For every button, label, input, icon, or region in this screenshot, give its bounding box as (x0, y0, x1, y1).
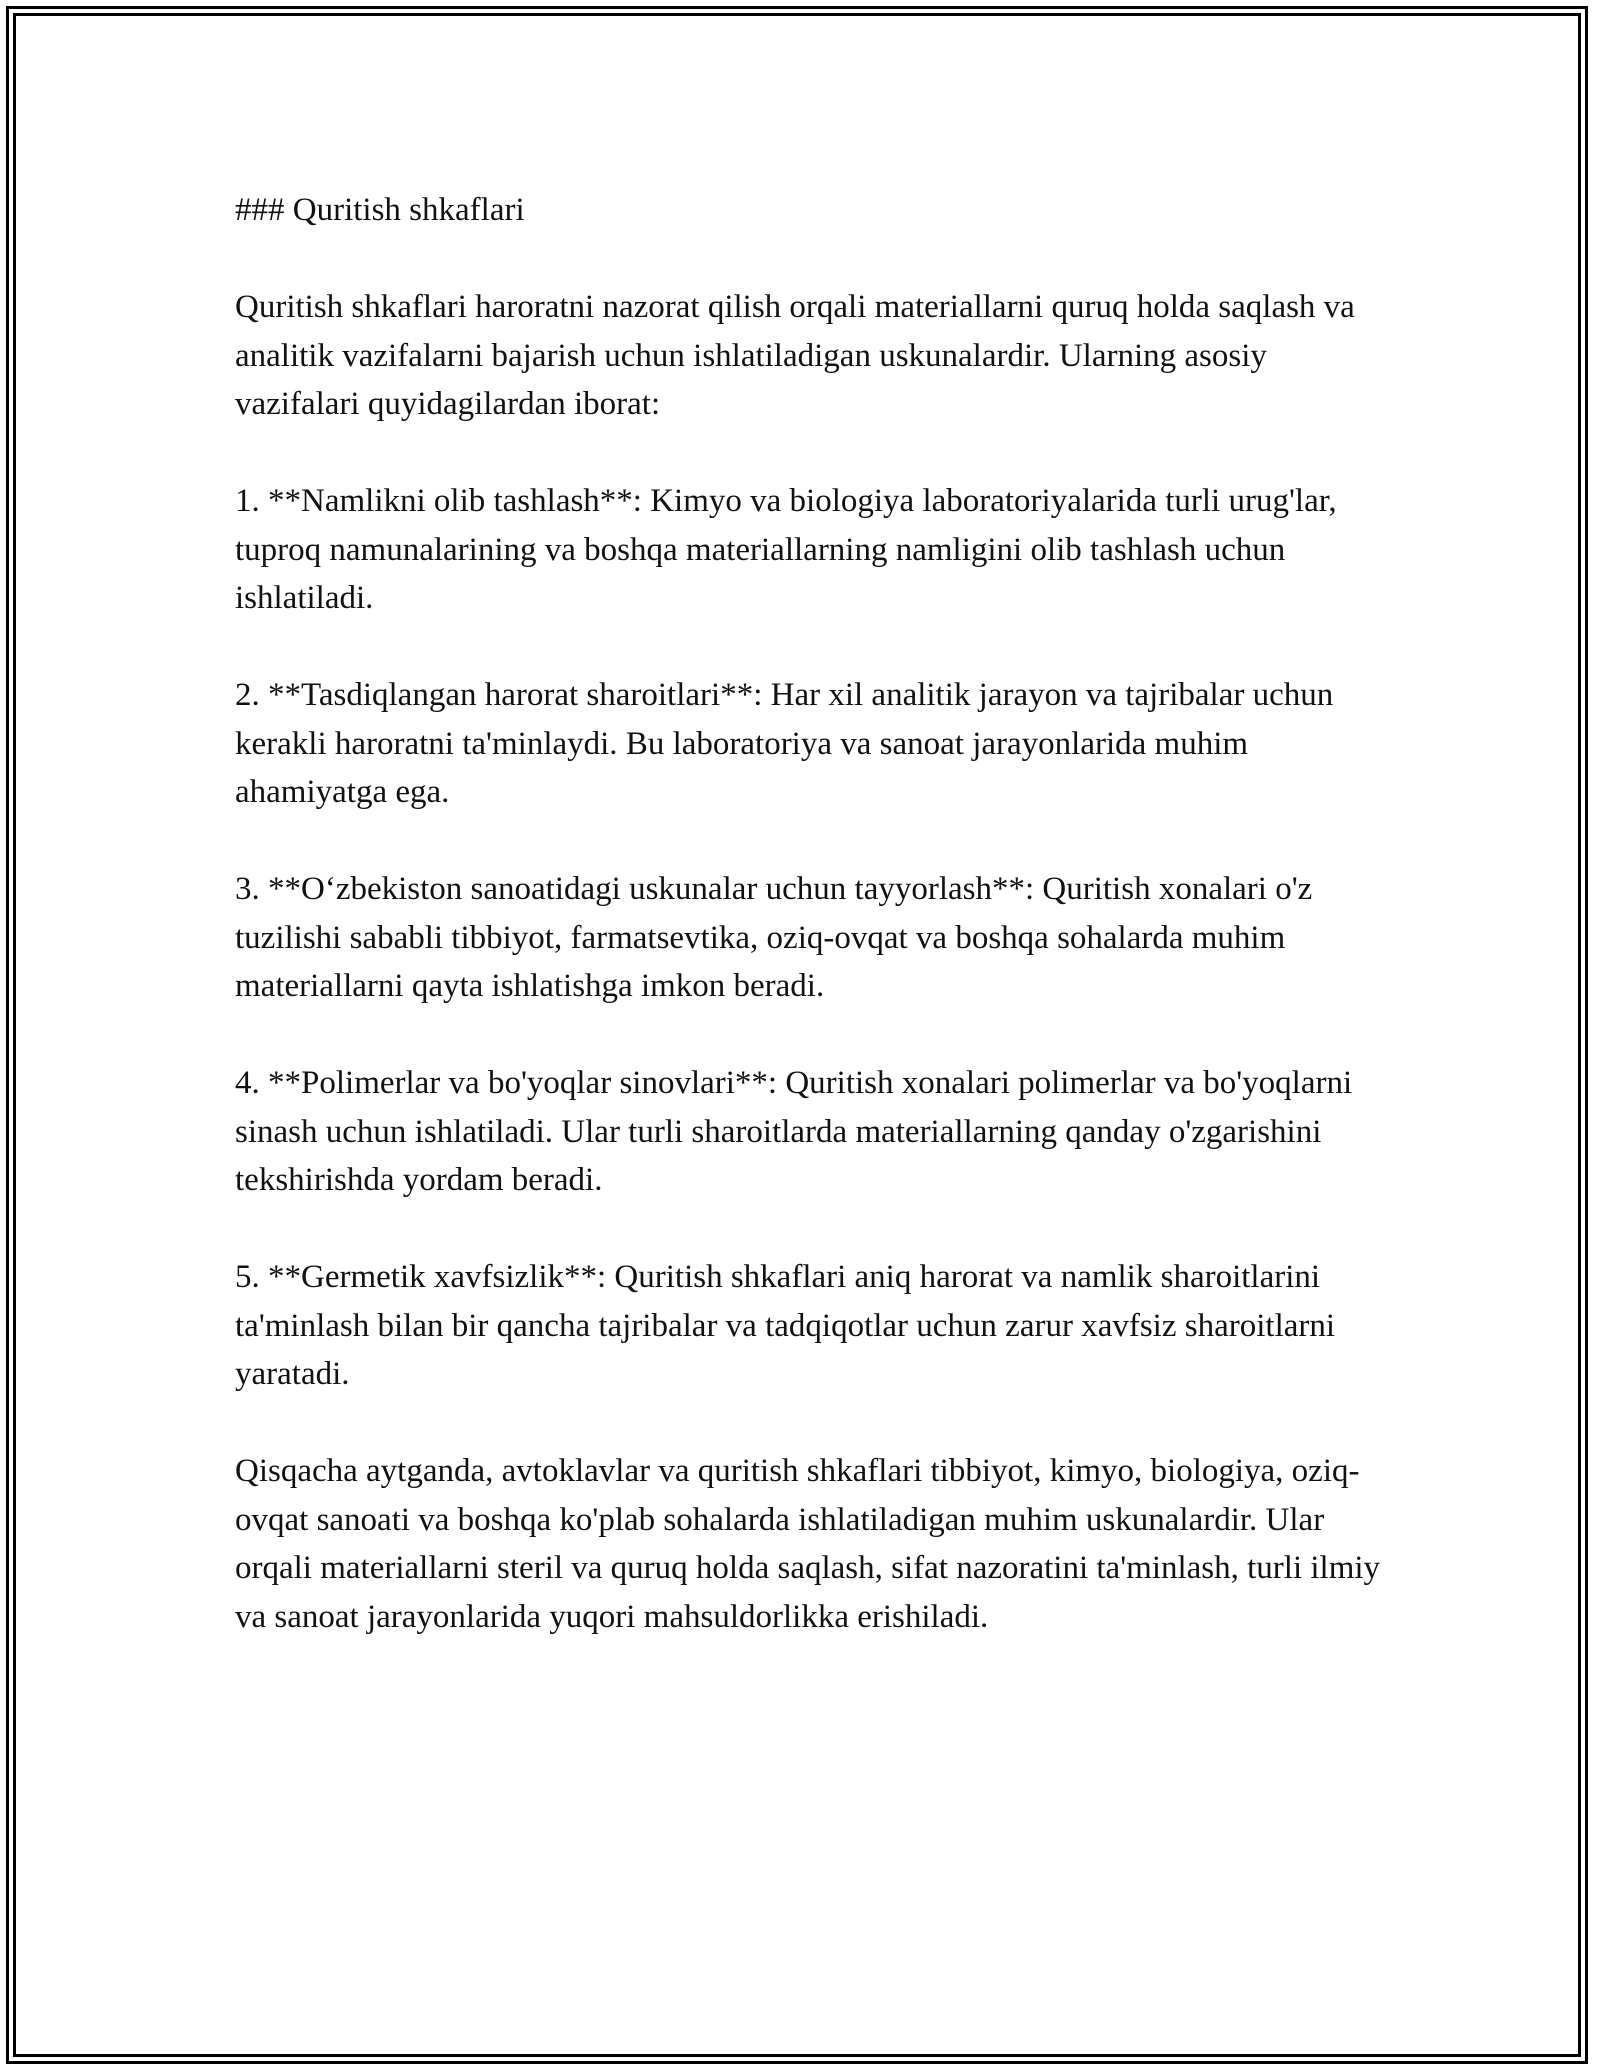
list-item: 3. **O‘zbekiston sanoatidagi uskunalar uchun tayyorlash**: Quritish xonalari o'z tuzilishi sababli tibbiyot, farmatsevtika, oziq-ovqat va boshqa sohalarda muhim materiallarni qayta ishlatishga imkon beradi. (235, 871, 1313, 1004)
list-item: 4. **Polimerlar va bo'yoqlar sinovlari**: Quritish xonalari polimerlar va bo'yoqlarni sinash uchun ishlatiladi. Ular turli sharoitlarda materiallarning qanday o'zgarishini tekshirishda yordam beradi. (235, 1065, 1353, 1198)
list-item: 5. **Germetik xavfsizlik**: Quritish shkaflari aniq harorat va namlik sharoitlarini ta'minlash bilan bir qancha tajribalar va tadqiqotlar uchun zarur xavfsiz sharoitlarni yaratadi. (235, 1259, 1336, 1392)
conclusion-paragraph: Qisqacha aytganda, avtoklavlar va quritish shkaflari tibbiyot, kimyo, biologiya, oziq-ovqat sanoati va boshqa ko'plab sohalarda ishlatiladigan muhim uskunalardir. Ular orqali materiallarni steril va quruq holda saqlash, sifat nazoratini ta'minlash, turli ilmiy va sanoat jarayonlarida yuqori mahsuldorlikka erishiladi. (235, 1453, 1381, 1635)
document-heading: ### Quritish shkaflari (235, 192, 525, 228)
intro-paragraph: Quritish shkaflari haroratni nazorat qilish orqali materiallarni quruq holda saqlash va analitik vazifalarni bajarish uchun ishlatiladigan uskunalardir. Ularning asosiy vazifalari quyidagilardan iborat: (235, 289, 1355, 422)
list-item: 1. **Namlikni olib tashlash**: Kimyo va biologiya laboratoriyalarida turli urug'lar, tuproq namunalarining va boshqa materiallarning namligini olib tashlash uchun ishlatiladi. (235, 483, 1337, 616)
document-body (235, 186, 1385, 1690)
list-item: 2. **Tasdiqlangan harorat sharoitlari**: Har xil analitik jarayon va tajribalar uchun kerakli haroratni ta'minlaydi. Bu laboratoriya va sanoat jarayonlarida muhim ahamiyatga ega. (235, 677, 1334, 810)
